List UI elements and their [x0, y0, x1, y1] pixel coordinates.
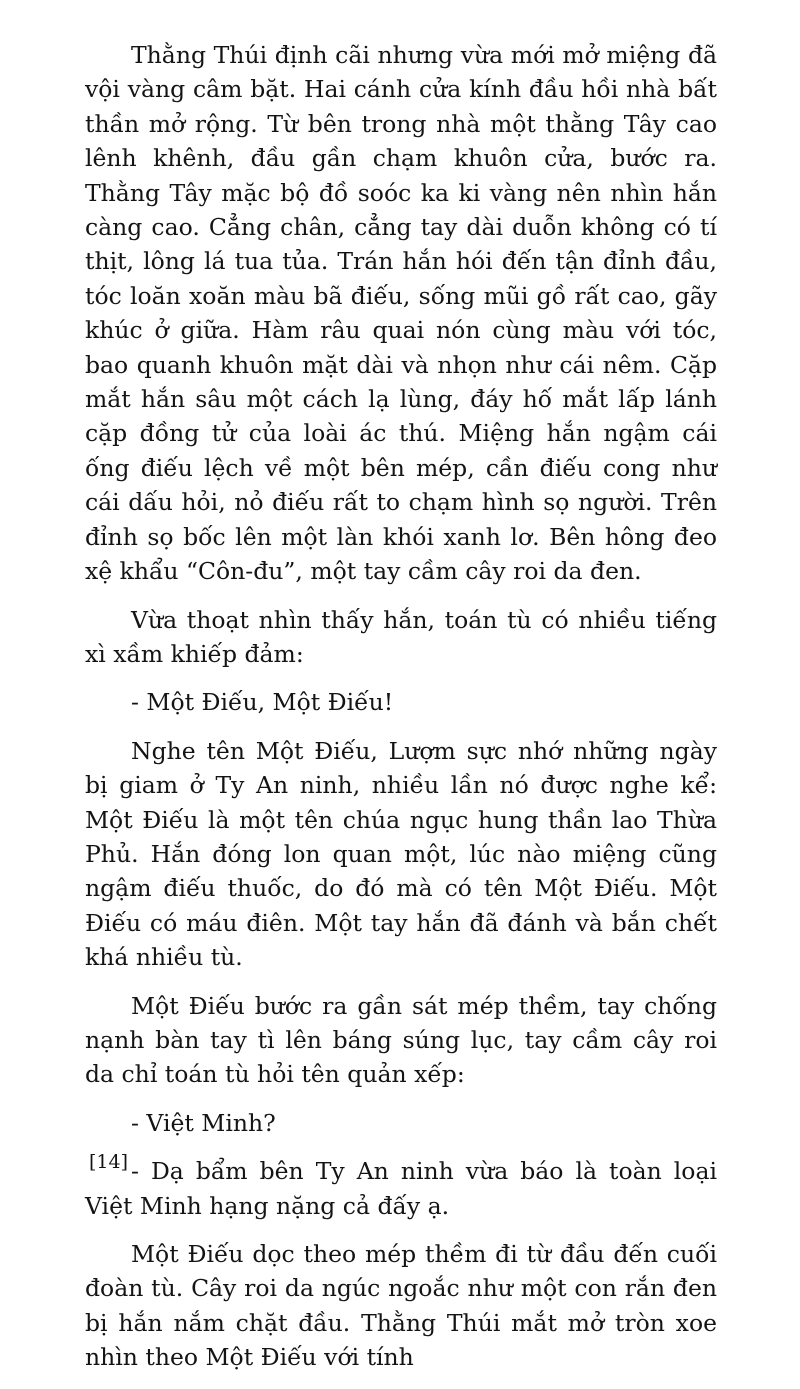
- paragraph: - Một Điếu, Một Điếu!: [131, 688, 394, 717]
- paragraph: Nghe tên Một Điếu, Lượm sực nhớ những ngày bị giam ở Ty An ninh, nhiều lần nó được nghe kể: Một Điếu là một tên chúa ngục hung thần lao Thừa Phủ. Hắn đóng lon quan một, lúc nào miệng cũng ngậm điếu thuốc, do đó mà có tên Một Điếu. Một Điếu có máu điên. Một tay hắn đã đánh và bắn chết khá nhiều tù.: [85, 736, 717, 972]
- paragraph: - Việt Minh?: [131, 1108, 276, 1137]
- paragraph: Một Điếu dọc theo mép thềm đi từ đầu đến cuối đoàn tù. Cây roi da ngúc ngoắc như một con rắn đen bị hắn nắm chặt đầu. Thằng Thúi mắt mở tròn xoe nhìn theo Một Điếu với tính: [85, 1240, 717, 1372]
- paragraph: - Dạ bẩm bên Ty An ninh vừa báo là toàn loại Việt Minh hạng nặng cả đấy ạ.: [85, 1157, 717, 1220]
- paragraph: Một Điếu bước ra gần sát mép thềm, tay chống nạnh bàn tay tì lên báng súng lục, tay cầm cây roi da chỉ toán tù hỏi tên quản xếp:: [85, 991, 717, 1089]
- paragraph: Thằng Thúi định cãi nhưng vừa mới mở miệng đã vội vàng câm bặt. Hai cánh cửa kính đầu hồi nhà bất thần mở rộng. Từ bên trong nhà một thằng Tây cao lênh khênh, đầu gần chạm khuôn cửa, bước ra. Thằng Tây mặc bộ đồ soóc ka ki vàng nên nhìn hắn càng cao. Cẳng chân, cẳng tay dài duỗn không có tí thịt, lông lá tua tủa. Trán hắn hói đến tận đỉnh đầu, tóc loăn xoăn màu bã điếu, sống mũi gồ rất cao, gãy khúc ở giữa. Hàm râu quai nón cùng màu với tóc, bao quanh khuôn mặt dài và nhọn như cái nêm. Cặp mắt hắn sâu một cách lạ lùng, đáy hố mắt lấp lánh cặp đồng tử của loài ác thú. Miệng hắn ngậm cái ống điếu lệch về một bên mép, cần điếu cong như cái dấu hỏi, nỏ điếu rất to chạm hình sọ người. Trên đỉnh sọ bốc lên một làn khói xanh lơ. Bên hông đeo xệ khẩu “Côn-đu”, một tay cầm cây roi da đen.: [85, 41, 717, 586]
- body-text: [85, 38, 717, 1389]
- paragraph: Vừa thoạt nhìn thấy hắn, toán tù có nhiều tiếng xì xầm khiếp đảm:: [85, 605, 717, 668]
- page-number: [14]: [89, 1151, 129, 1173]
